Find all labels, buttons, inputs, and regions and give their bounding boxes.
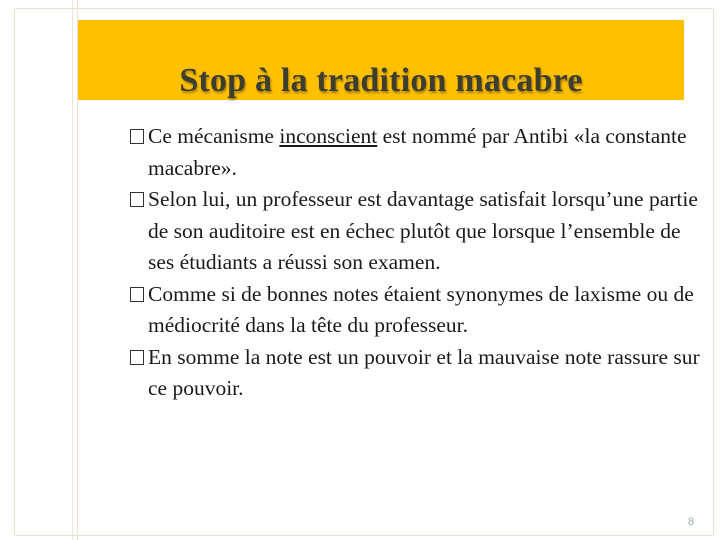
left-decor-rule: [0, 0, 78, 540]
square-bullet-icon: [130, 287, 144, 302]
bullet-item: [128, 184, 704, 279]
bullet-item: [128, 279, 704, 342]
left-decor-line: [72, 0, 73, 540]
bullet-text: En somme la note est un pouvoir et la mauvaise note rassure sur ce pouvoir.: [148, 344, 700, 400]
bullet-text: Ce mécanisme: [148, 124, 280, 148]
square-bullet-icon: [130, 350, 144, 365]
bullet-list: [128, 121, 704, 405]
bullet-text: Selon lui, un professeur est davantage satisfait lorsqu’une partie de son auditoire est en échec plutôt que lorsque l’ensemble de ses étudiants a réussi son examen.: [148, 187, 698, 274]
slide-title: Stop à la tradition macabre: [179, 62, 583, 99]
bullet-item: [128, 121, 704, 184]
bullet-underlined-word: inconscient: [279, 124, 378, 148]
bullet-text: est nommé par Antibi «la constante macabre».: [148, 124, 687, 180]
square-bullet-icon: [130, 192, 144, 207]
bullet-text: Comme si de bonnes notes étaient synonymes de laxisme ou de médiocrité dans la tête du professeur.: [148, 281, 694, 337]
page-number: 8: [688, 516, 695, 528]
bullet-item: [128, 342, 704, 405]
square-bullet-icon: [130, 129, 144, 144]
